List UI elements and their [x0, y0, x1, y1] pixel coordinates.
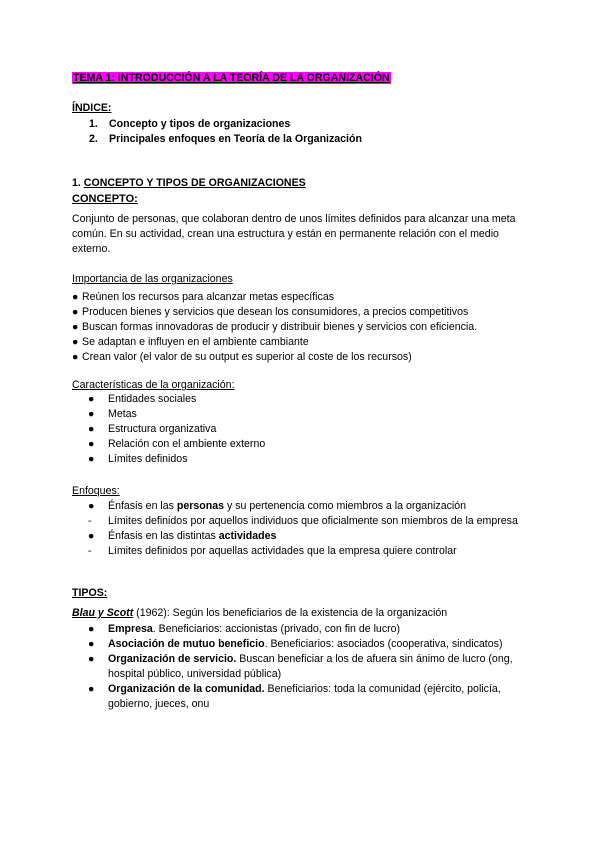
list-item: ● Buscan formas innovadoras de producir y distribuir bienes y servicios con eficiencia. [72, 321, 478, 333]
list-item: - Límites definidos por aquellas actividades que la empresa quiere controlar [88, 545, 457, 557]
list-item: ● Límites definidos [88, 453, 188, 465]
list-item: ● Organización de servicio. Buscan beneficiar a los de afuera sin ánimo de lucro (ong, hospital público, universidad pública) [88, 653, 513, 680]
characteristics-heading: Características de la organización: [72, 379, 235, 391]
list-item: ● Organización de la comunidad. Beneficiarios: toda la comunidad (ejército, policía, gobierno, jueces, onu [88, 683, 501, 710]
list-item: ● Estructura organizativa [88, 423, 217, 435]
approaches-heading: Enfoques: [72, 485, 120, 497]
list-item: - Límites definidos por aquellos individuos que oficialmente son miembros de la empresa [88, 515, 518, 527]
types-heading: TIPOS: [72, 587, 108, 599]
characteristics-list [72, 392, 532, 467]
list-item: 1. Concepto y tipos de organizaciones [89, 118, 291, 130]
concept-text: Conjunto de personas, que colaboran dentro de unos límites definidos para alcanzar una meta común. En su actividad, crean una estructura y están en permanente relación con el medio externo. [72, 213, 516, 255]
index-list [72, 117, 532, 147]
list-item: ● Producen bienes y servicios que desean los consumidores, a precios competitivos [72, 306, 469, 318]
importance-heading: Importancia de las organizaciones [72, 273, 233, 285]
types-intro: Blau y Scott (1962): Según los beneficiarios de la existencia de la organización [72, 607, 448, 619]
list-item: ● Relación con el ambiente externo [88, 438, 266, 450]
list-item: ● Metas [88, 408, 137, 420]
list-item: ● Énfasis en las personas y su pertenencia como miembros a la organización [88, 500, 467, 512]
list-item: ● Reúnen los recursos para alcanzar metas específicas [72, 291, 335, 303]
concept-heading: CONCEPTO: [72, 193, 138, 205]
section-heading: 1. CONCEPTO Y TIPOS DE ORGANIZACIONES [72, 177, 306, 189]
list-item: ● Crean valor (el valor de su output es superior al coste de los recursos) [72, 351, 412, 363]
list-item: ● Se adaptan e influyen en el ambiente cambiante [72, 336, 309, 348]
importance-list [72, 290, 532, 365]
index-heading: ÍNDICE: [72, 102, 112, 114]
list-item: ● Énfasis en las distintas actividades [88, 530, 277, 542]
list-item: ● Empresa. Beneficiarios: accionistas (privado, con fin de lucro) [88, 623, 401, 635]
page-title: TEMA 1: INTRODUCCIÓN A LA TEORÍA DE LA ORGANIZACIÓN [73, 72, 390, 84]
types-list [72, 622, 532, 712]
list-item: ● Entidades sociales [88, 393, 197, 405]
list-item: ● Asociación de mutuo beneficio. Beneficiarios: asociados (cooperativa, sindicatos) [88, 638, 503, 650]
list-item: 2. Principales enfoques en Teoría de la Organización [89, 133, 362, 145]
approaches-list [72, 499, 532, 559]
